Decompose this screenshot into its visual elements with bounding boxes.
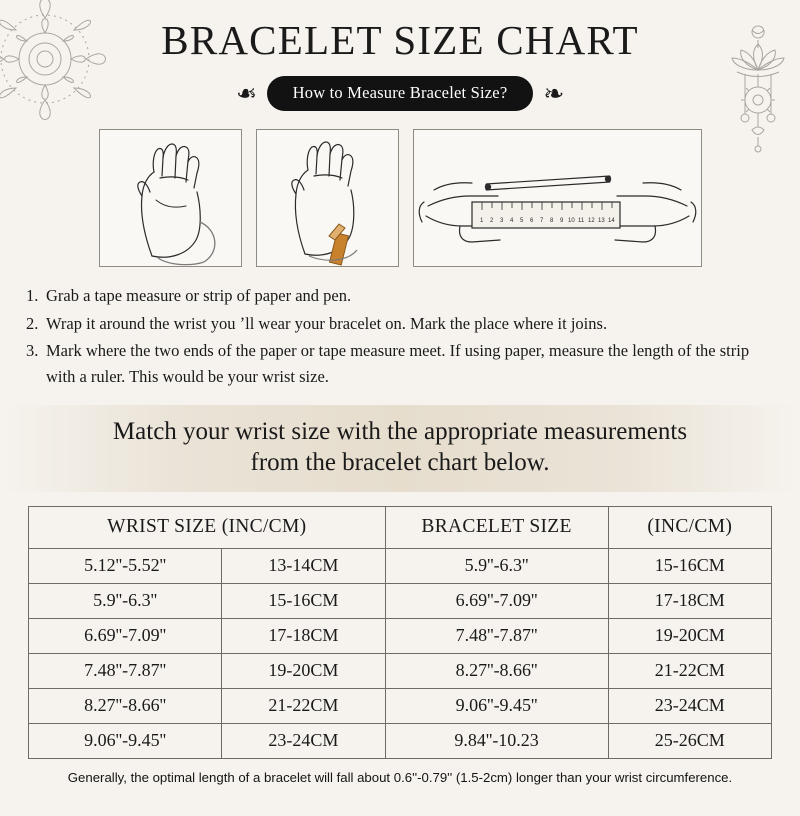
step-text: Mark where the two ends of the paper or tape measure meet. If using paper, measure the length of the strip with a ruler. This would be your wrist size. xyxy=(46,341,750,386)
banner-line-2: from the bracelet chart below. xyxy=(250,448,550,476)
svg-text:9: 9 xyxy=(559,218,563,224)
list-item xyxy=(26,311,774,337)
svg-text:12: 12 xyxy=(587,218,595,224)
footnote-text: Generally, the optimal length of a bracelet will fall about 0.6''-0.79'' (1.5-2cm) longer than your wrist circumference. xyxy=(67,770,733,786)
cell-wrist-cm: 13-14CM xyxy=(222,549,385,584)
cell-wrist-inch: 9.06''-9.45'' xyxy=(29,724,222,759)
cell-bracelet-inch: 9.84''-10.23 xyxy=(385,724,608,759)
flourish-left-icon: ❧ xyxy=(235,79,257,108)
svg-text:14: 14 xyxy=(607,218,615,224)
svg-text:10: 10 xyxy=(567,218,575,224)
step-text: Grab a tape measure or strip of paper and pen. xyxy=(46,286,352,305)
cell-wrist-inch: 8.27''-8.66'' xyxy=(29,689,222,724)
cell-wrist-cm: 21-22CM xyxy=(222,689,385,724)
step-text: Wrap it around the wrist you ʼll wear your bracelet on. Mark the place where it joins. xyxy=(46,313,608,333)
cell-bracelet-inch: 6.69''-7.09'' xyxy=(385,584,608,619)
cell-wrist-cm: 15-16CM xyxy=(222,584,385,619)
cell-wrist-inch: 6.69''-7.09'' xyxy=(29,619,222,654)
column-header-bracelet-units: (INC/CM) xyxy=(608,507,771,549)
column-header-wrist-size: WRIST SIZE (INC/CM) xyxy=(29,507,386,549)
match-size-banner xyxy=(0,405,800,492)
table-row xyxy=(29,724,772,759)
cell-wrist-inch: 5.12''-5.52'' xyxy=(29,549,222,584)
size-table-wrapper xyxy=(28,506,772,759)
list-item xyxy=(26,283,774,309)
list-item xyxy=(26,338,774,389)
svg-text:5: 5 xyxy=(519,218,523,224)
cell-bracelet-cm: 25-26CM xyxy=(608,724,771,759)
column-header-bracelet-size: BRACELET SIZE xyxy=(385,507,608,549)
svg-text:7: 7 xyxy=(539,218,543,224)
svg-text:8: 8 xyxy=(549,218,553,224)
cell-wrist-inch: 5.9''-6.3'' xyxy=(29,584,222,619)
svg-text:13: 13 xyxy=(597,218,605,224)
measure-question-banner xyxy=(0,76,800,111)
hand-with-paper-strip-illustration xyxy=(256,129,399,267)
hand-with-tape-measure-illustration xyxy=(99,129,242,267)
cell-bracelet-cm: 17-18CM xyxy=(608,584,771,619)
flourish-right-icon: ❧ xyxy=(543,79,565,108)
cell-bracelet-cm: 19-20CM xyxy=(608,619,771,654)
table-header-row xyxy=(29,507,772,549)
cell-bracelet-inch: 5.9''-6.3'' xyxy=(385,549,608,584)
svg-text:4: 4 xyxy=(509,218,513,224)
table-row xyxy=(29,689,772,724)
measure-steps-list xyxy=(26,283,774,389)
banner-line-1: Match your wrist size with the appropriate measurements xyxy=(112,418,688,446)
bracelet-size-table xyxy=(28,506,772,759)
step-number: 3. xyxy=(26,341,39,361)
svg-text:6: 6 xyxy=(529,218,533,224)
svg-text:1: 1 xyxy=(479,218,483,224)
svg-text:11: 11 xyxy=(577,218,584,224)
table-row xyxy=(29,654,772,689)
cell-bracelet-cm: 21-22CM xyxy=(608,654,771,689)
paper-strip-measured-with-ruler-illustration xyxy=(413,129,702,267)
cell-wrist-inch: 7.48''-7.87'' xyxy=(29,654,222,689)
table-row xyxy=(29,619,772,654)
step-number: 1. xyxy=(26,286,39,305)
cell-bracelet-inch: 8.27''-8.66'' xyxy=(385,654,608,689)
cell-wrist-cm: 23-24CM xyxy=(222,724,385,759)
measure-question-pill: How to Measure Bracelet Size? xyxy=(267,76,534,111)
illustration-panels xyxy=(0,129,800,267)
svg-text:3: 3 xyxy=(499,218,503,224)
table-row xyxy=(29,549,772,584)
page-title: BRACELET SIZE CHART xyxy=(161,17,639,63)
cell-bracelet-inch: 7.48''-7.87'' xyxy=(385,619,608,654)
cell-bracelet-cm: 15-16CM xyxy=(608,549,771,584)
cell-bracelet-cm: 23-24CM xyxy=(608,689,771,724)
cell-wrist-cm: 19-20CM xyxy=(222,654,385,689)
cell-bracelet-inch: 9.06''-9.45'' xyxy=(385,689,608,724)
svg-text:2: 2 xyxy=(489,218,493,224)
cell-wrist-cm: 17-18CM xyxy=(222,619,385,654)
table-row xyxy=(29,584,772,619)
step-number: 2. xyxy=(26,313,39,333)
